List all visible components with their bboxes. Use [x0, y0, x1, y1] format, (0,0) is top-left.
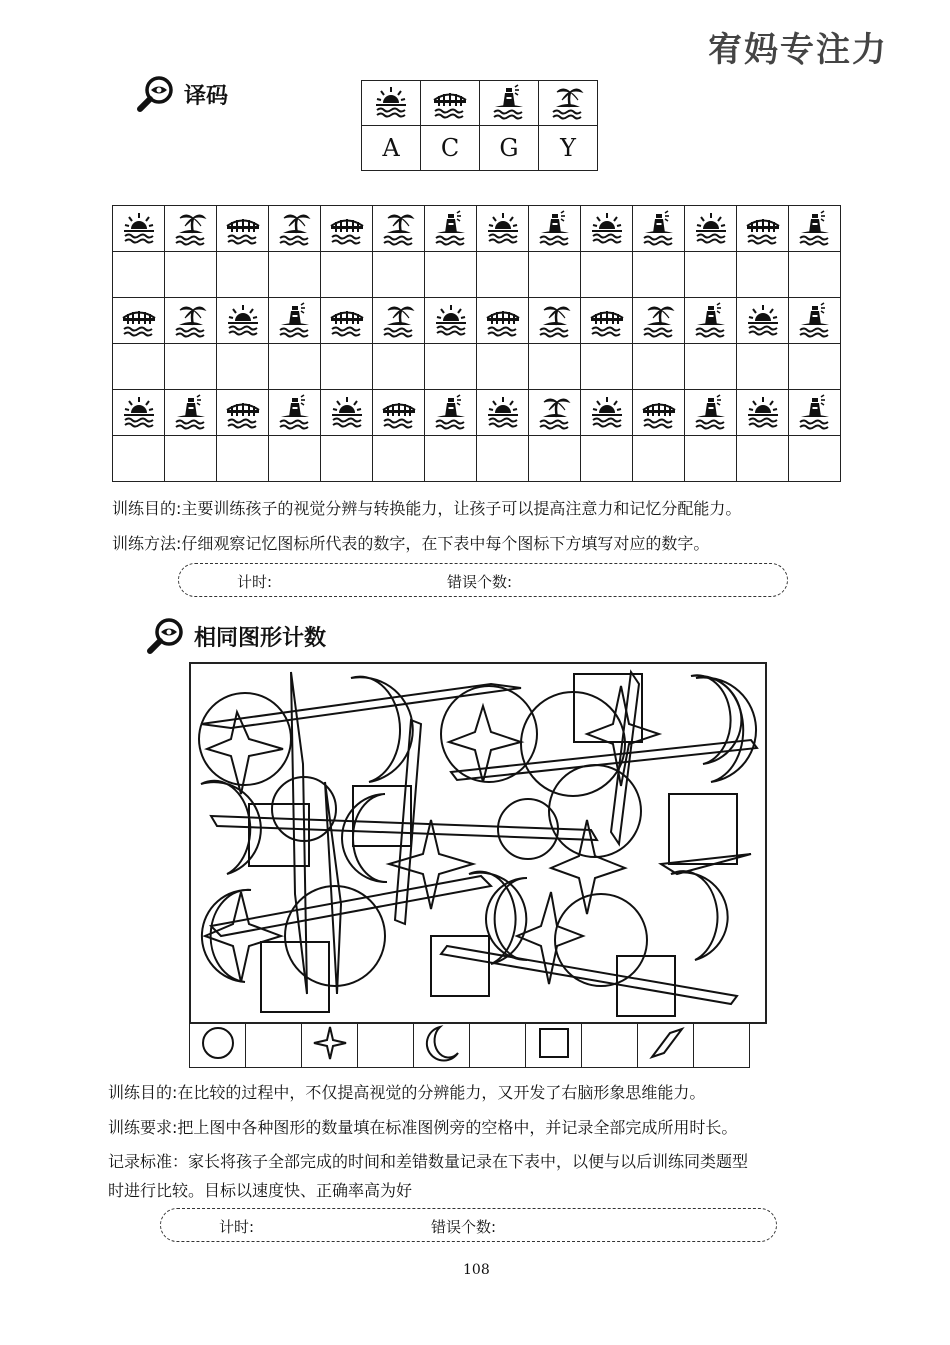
sun-icon	[223, 299, 263, 339]
decode-icon-cell	[477, 206, 529, 252]
decode-icon-cell	[269, 206, 321, 252]
bridge-icon	[639, 391, 679, 431]
shape-count-row	[190, 1023, 750, 1068]
lighthouse-icon	[795, 299, 835, 339]
decode-icon-cell	[477, 390, 529, 436]
decode-icon-cell	[529, 390, 581, 436]
square-icon	[534, 1023, 574, 1063]
count-requirement-text: 训练要求:把上图中各种图形的数量填在标准图例旁的空格中，并记录全部完成所用时长。	[108, 1118, 738, 1137]
figure-crescent	[351, 677, 413, 782]
sun-icon	[483, 207, 523, 247]
decode-answer-row	[113, 436, 841, 482]
decode-answer-cell[interactable]	[165, 436, 217, 482]
lighthouse-icon	[275, 299, 315, 339]
decode-icon-cell	[321, 206, 373, 252]
count-entry-cell[interactable]	[582, 1023, 638, 1068]
section-title-count	[146, 616, 326, 656]
legend-letter-row	[362, 126, 598, 171]
legend-icon-cell	[480, 81, 539, 126]
decode-icon-cell	[789, 390, 841, 436]
decode-answer-cell[interactable]	[269, 436, 321, 482]
decode-answer-cell[interactable]	[737, 436, 789, 482]
count-entry-cell[interactable]	[694, 1023, 750, 1068]
figure-rhombus	[211, 876, 491, 936]
decode-icon-cell	[217, 206, 269, 252]
bridge-icon	[587, 299, 627, 339]
figure-crescent	[486, 878, 527, 960]
sun-icon	[369, 81, 413, 121]
bridge-icon	[327, 299, 367, 339]
decode-icon-cell	[633, 390, 685, 436]
decode-answer-cell[interactable]	[581, 252, 633, 298]
rhombus-icon	[646, 1023, 686, 1063]
decode-answer-cell[interactable]	[581, 436, 633, 482]
legend-icon-cell	[421, 81, 480, 126]
count-entry-cell[interactable]	[358, 1023, 414, 1068]
figure-rhombus	[201, 684, 521, 728]
decode-record-box	[178, 563, 788, 597]
count-purpose-text: 训练目的:在比较的过程中，不仅提高视觉的分辨能力，又开发了右脑形象思维能力。	[108, 1083, 706, 1102]
decode-answer-cell[interactable]	[425, 436, 477, 482]
lighthouse-icon	[691, 391, 731, 431]
decode-icon-cell	[633, 298, 685, 344]
decode-icon-cell	[113, 390, 165, 436]
decode-icon-cell	[425, 206, 477, 252]
decode-answer-cell[interactable]	[477, 344, 529, 390]
figure-crescent	[469, 872, 526, 964]
palm-icon	[171, 299, 211, 339]
crescent-icon	[422, 1023, 462, 1063]
decode-answer-cell[interactable]	[789, 344, 841, 390]
decode-icon-cell	[789, 206, 841, 252]
figure-square	[261, 942, 329, 1012]
decode-answer-cell[interactable]	[685, 252, 737, 298]
circle-icon	[198, 1023, 238, 1063]
lighthouse-icon	[639, 207, 679, 247]
decode-icon-cell	[633, 206, 685, 252]
figure-square	[669, 794, 737, 864]
lighthouse-icon	[795, 391, 835, 431]
decode-answer-cell[interactable]	[685, 344, 737, 390]
decode-answer-cell[interactable]	[217, 436, 269, 482]
sun-icon	[119, 207, 159, 247]
palm-icon	[379, 299, 419, 339]
decode-icon-cell	[581, 206, 633, 252]
brand-title: 宥妈专注力	[708, 30, 888, 70]
decode-answer-cell[interactable]	[529, 344, 581, 390]
decode-icon-cell	[737, 390, 789, 436]
decode-answer-cell[interactable]	[737, 252, 789, 298]
legend-icon-cell	[362, 81, 421, 126]
legend-shape-cell	[414, 1023, 470, 1068]
lighthouse-icon	[275, 391, 315, 431]
decode-icon-cell	[373, 298, 425, 344]
decode-answer-cell[interactable]	[477, 436, 529, 482]
lighthouse-icon	[487, 81, 531, 121]
decode-icon-row	[113, 206, 841, 252]
decode-answer-cell[interactable]	[113, 252, 165, 298]
bridge-icon	[428, 81, 472, 121]
count-record-box	[160, 1208, 777, 1242]
decode-answer-cell[interactable]	[581, 344, 633, 390]
palm-icon	[275, 207, 315, 247]
bridge-icon	[119, 299, 159, 339]
lighthouse-icon	[431, 207, 471, 247]
decode-answer-cell[interactable]	[425, 344, 477, 390]
decode-purpose-text: 训练目的:主要训练孩子的视觉分辨与转换能力，让孩子可以提高注意力和记忆分配能力。	[112, 499, 742, 518]
decode-icon-cell	[165, 298, 217, 344]
decode-answer-cell[interactable]	[113, 344, 165, 390]
decode-icon-cell	[113, 298, 165, 344]
legend-icon-cell	[539, 81, 598, 126]
count-entry-cell[interactable]	[246, 1023, 302, 1068]
decode-errors-label: 错误个数:	[447, 573, 513, 591]
decode-icon-cell	[529, 206, 581, 252]
bridge-icon	[483, 299, 523, 339]
palm-icon	[535, 299, 575, 339]
figure-crescent	[342, 794, 387, 882]
legend-letter: C	[421, 126, 480, 171]
magnifier-eye-icon	[146, 616, 186, 656]
decode-icon-cell	[321, 298, 373, 344]
decode-icon-cell	[217, 390, 269, 436]
sun-icon	[431, 299, 471, 339]
decode-answer-cell[interactable]	[321, 252, 373, 298]
count-standard-text-1: 记录标准：家长将孩子全部完成的时间和差错数量记录在下表中，以便与以后训练同类题型	[108, 1152, 749, 1171]
figure-star	[517, 892, 583, 984]
decode-answer-cell[interactable]	[529, 436, 581, 482]
decode-icon-cell	[737, 298, 789, 344]
decode-answer-cell[interactable]	[633, 436, 685, 482]
palm-icon	[535, 391, 575, 431]
decode-icon-cell	[373, 206, 425, 252]
decode-answer-cell[interactable]	[269, 252, 321, 298]
page-number: 108	[463, 1262, 490, 1278]
legend-letter: A	[362, 126, 421, 171]
decode-answer-row	[113, 252, 841, 298]
sun-icon	[119, 391, 159, 431]
palm-icon	[639, 299, 679, 339]
section-title-decode-text: 译码	[184, 83, 229, 109]
decode-answer-cell[interactable]	[789, 252, 841, 298]
decode-icon-cell	[269, 390, 321, 436]
palm-icon	[379, 207, 419, 247]
legend-shape-cell	[638, 1023, 694, 1068]
decode-icon-cell	[477, 298, 529, 344]
magnifier-eye-icon	[136, 74, 176, 114]
section-title-count-text: 相同图形计数	[194, 625, 327, 651]
decode-answer-cell[interactable]	[633, 252, 685, 298]
decode-icon-cell	[529, 298, 581, 344]
count-timer-label: 计时:	[219, 1218, 255, 1236]
section-title-decode	[136, 74, 228, 114]
figure-crescent	[696, 677, 756, 782]
sun-icon	[483, 391, 523, 431]
count-errors-label: 错误个数:	[431, 1218, 497, 1236]
decode-answer-cell[interactable]	[737, 344, 789, 390]
bridge-icon	[327, 207, 367, 247]
legend-shape-cell	[526, 1023, 582, 1068]
decode-icon-cell	[113, 206, 165, 252]
palm-icon	[171, 207, 211, 247]
decode-icon-cell	[321, 390, 373, 436]
sun-icon	[743, 391, 783, 431]
decode-answer-cell[interactable]	[529, 252, 581, 298]
decode-answer-cell[interactable]	[269, 344, 321, 390]
decode-icon-cell	[581, 390, 633, 436]
decode-answer-cell[interactable]	[373, 344, 425, 390]
decode-icon-cell	[581, 298, 633, 344]
bridge-icon	[743, 207, 783, 247]
decode-icon-cell	[789, 298, 841, 344]
decode-answer-cell[interactable]	[789, 436, 841, 482]
decode-icon-cell	[685, 206, 737, 252]
decode-timer-label: 计时:	[237, 573, 273, 591]
decode-answer-cell[interactable]	[633, 344, 685, 390]
figure-star	[551, 820, 625, 914]
star-icon	[310, 1023, 350, 1063]
figure-rhombus	[325, 782, 341, 994]
decode-icon-cell	[685, 390, 737, 436]
lighthouse-icon	[171, 391, 211, 431]
decode-icon-cell	[737, 206, 789, 252]
palm-icon	[546, 81, 590, 121]
overlapping-shapes-figure	[189, 662, 767, 1024]
lighthouse-icon	[535, 207, 575, 247]
lighthouse-icon	[431, 391, 471, 431]
decode-answer-cell[interactable]	[373, 436, 425, 482]
decode-answer-cell[interactable]	[373, 252, 425, 298]
decode-icon-cell	[217, 298, 269, 344]
legend-shape-cell	[190, 1023, 246, 1068]
sun-icon	[743, 299, 783, 339]
bridge-icon	[223, 391, 263, 431]
decode-answer-cell[interactable]	[165, 344, 217, 390]
decode-answer-cell[interactable]	[165, 252, 217, 298]
sun-icon	[327, 391, 367, 431]
lighthouse-icon	[795, 207, 835, 247]
decode-icon-cell	[425, 390, 477, 436]
decode-icon-row	[113, 390, 841, 436]
decode-answer-cell[interactable]	[685, 436, 737, 482]
count-standard-text-2: 时进行比较。目标以速度快、正确率高为好	[108, 1181, 413, 1200]
decode-answer-cell[interactable]	[321, 436, 373, 482]
bridge-icon	[223, 207, 263, 247]
decode-answer-cell[interactable]	[217, 344, 269, 390]
decode-answer-cell[interactable]	[321, 344, 373, 390]
bridge-icon	[379, 391, 419, 431]
count-entry-cell[interactable]	[470, 1023, 526, 1068]
figure-crescent	[671, 871, 728, 960]
decode-answer-row	[113, 344, 841, 390]
decode-icon-cell	[165, 390, 217, 436]
decode-method-text: 训练方法:仔细观察记忆图标所代表的数字，在下表中每个图标下方填写对应的数字。	[112, 534, 710, 553]
sun-icon	[587, 207, 627, 247]
decode-grid-table	[112, 205, 841, 482]
decode-icon-cell	[269, 298, 321, 344]
decode-answer-cell[interactable]	[217, 252, 269, 298]
legend-shape-cell	[302, 1023, 358, 1068]
shape-count-table	[189, 1022, 750, 1068]
decode-icon-row	[113, 298, 841, 344]
decode-answer-cell[interactable]	[425, 252, 477, 298]
sun-icon	[587, 391, 627, 431]
decode-icon-cell	[165, 206, 217, 252]
legend-icon-row	[362, 81, 598, 126]
legend-letter: G	[480, 126, 539, 171]
decode-icon-cell	[425, 298, 477, 344]
lighthouse-icon	[691, 299, 731, 339]
decode-icon-cell	[373, 390, 425, 436]
figure-square	[431, 936, 489, 996]
decode-answer-cell[interactable]	[477, 252, 529, 298]
decode-legend-table	[361, 80, 598, 171]
decode-answer-cell[interactable]	[113, 436, 165, 482]
legend-letter: Y	[539, 126, 598, 171]
sun-icon	[691, 207, 731, 247]
decode-icon-cell	[685, 298, 737, 344]
figure-square	[574, 674, 642, 742]
